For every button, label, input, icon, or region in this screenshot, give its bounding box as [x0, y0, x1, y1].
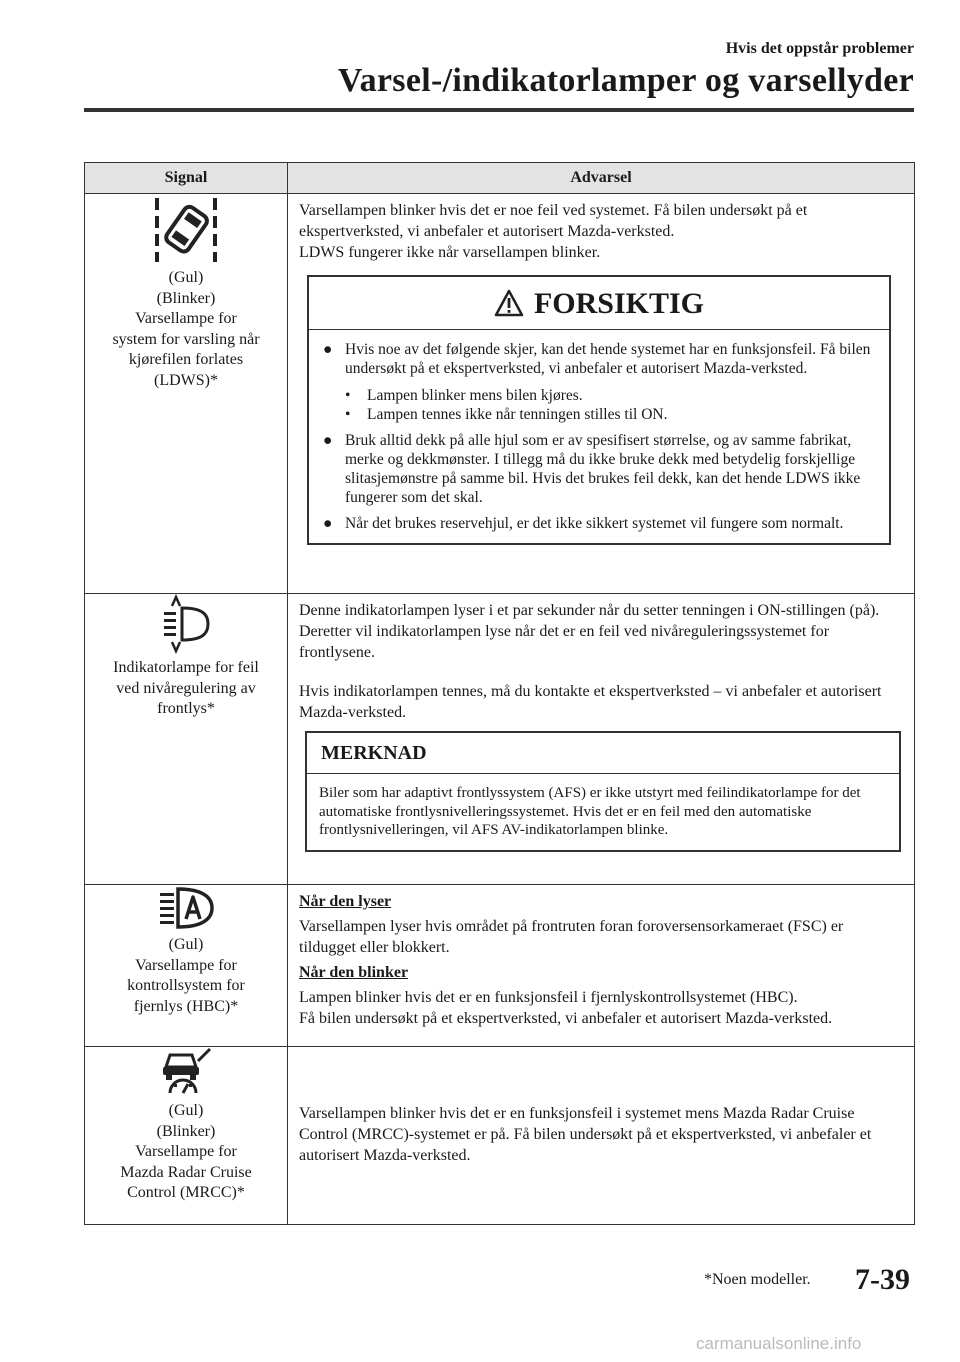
signal-line: Indikatorlampe for feil: [113, 659, 259, 676]
warning-cell: [288, 594, 915, 885]
warning-subheading: Når den lyser: [299, 893, 392, 910]
signal-line: Varsellampe for: [135, 1143, 237, 1160]
title-rule: [84, 108, 914, 112]
signal-line: (Blinker): [156, 289, 216, 307]
list-item: [323, 514, 873, 533]
signal-line: system for varsling når: [112, 330, 260, 348]
signal-line: (LDWS)*: [154, 371, 218, 389]
warning-text: Deretter vil indikatorlampen lyse når det er en feil ved nivåreguleringssystemet for frontlysene.: [299, 623, 830, 661]
list-item: [345, 405, 873, 424]
warning-subheading: Når den blinker: [299, 964, 409, 981]
caution-header: [309, 277, 889, 330]
warning-cell: [288, 1047, 915, 1225]
signal-table: [84, 162, 915, 1225]
column-header-warning: Advarsel: [288, 163, 915, 194]
page-title: Varsel-/indikatorlamper og varsellyder: [337, 62, 914, 99]
radar-cruise-control-icon: [158, 1047, 214, 1097]
signal-line: (Gul): [168, 936, 204, 953]
note-box: [305, 731, 901, 852]
list-item: [323, 340, 873, 424]
signal-line: (Gul): [168, 1102, 204, 1119]
table-row: [85, 885, 915, 1047]
signal-line: kjørefilen forlates: [128, 351, 244, 368]
warning-text: Hvis indikatorlampen tennes, må du kontakte et ekspertverksted – vi anbefaler et autorisert Mazda-verksted.: [299, 683, 882, 721]
signal-cell: [85, 885, 288, 1047]
note-body: Biler som har adaptivt frontlyssystem (AFS) er ikke utstyrt med feilindikatorlampe for det automatiske frontlysnivelleringssystemet. Hvis det er en feil med den automatiske frontlysnivelleringen, vil AFS AV-indikatorlampen blinke.: [319, 785, 861, 838]
section-title: Hvis det oppstår problemer: [725, 40, 914, 57]
headlight-leveling-icon: [156, 594, 216, 654]
caution-subtext: Lampen tennes ikke når tenningen stilles til ON.: [367, 406, 668, 423]
signal-line: fjernlys (HBC)*: [133, 997, 239, 1015]
signal-line: Varsellampe for: [135, 310, 237, 327]
warning-text: Denne indikatorlampen lyser i et par sekunder når du setter tenningen i ON-stillingen (på).: [299, 602, 880, 619]
caution-text: Bruk alltid dekk på alle hjul som er av spesifisert størrelse, og av samme fabrikat, merke og dekkmønster. I tillegg må du ikke bruke dekk med betydelig forskjellige slitasjemønstre på samme bil. Hvis det brukes feil dekk, kan det hende LDWS ikke fungerer som det skal.: [345, 432, 861, 506]
signal-line: (Blinker): [156, 1122, 216, 1140]
caution-subtext: Lampen blinker mens bilen kjøres.: [367, 387, 583, 404]
signal-line: Mazda Radar Cruise: [120, 1163, 252, 1181]
signal-line: frontlys*: [157, 700, 215, 717]
caution-text: Når det brukes reservehjul, er det ikke sikkert systemet vil fungere som normalt.: [345, 515, 844, 532]
warning-text: Varsellampen lyser hvis området på frontruten foran foroversensorkameraet (FSC) er tildugget eller blokkert.: [299, 918, 844, 956]
caution-body: [309, 330, 889, 543]
bullet-icon: ●: [323, 515, 333, 532]
bullet-icon: ●: [323, 432, 333, 449]
warning-text: Varsellampen blinker hvis det er en funksjonsfeil i systemet mens Mazda Radar Cruise Control (MRCC)-systemet er på. Få bilen undersøkt på et ekspertverksted, vi anbefaler et autorisert Mazda-verksted.: [299, 1105, 872, 1164]
bullet-icon: •: [345, 387, 351, 404]
page-number: 7-39: [855, 1263, 910, 1296]
warning-triangle-icon: [494, 289, 524, 317]
signal-line: kontrollsystem for: [127, 977, 245, 994]
bullet-icon: ●: [323, 341, 333, 358]
list-item: [345, 386, 873, 405]
signal-line: ved nivåregulering av: [116, 679, 256, 697]
signal-cell: [85, 194, 288, 594]
caution-text: Hvis noe av det følgende skjer, kan det hende systemet har en funksjonsfeil. Få bilen undersøkt på et ekspertverksted, vi anbefaler et autorisert Mazda-verksted.: [345, 341, 871, 377]
signal-line: (Gul): [168, 269, 204, 286]
footnote: *Noen modeller.: [704, 1271, 811, 1288]
table-row: [85, 594, 915, 885]
caution-heading: FORSIKTIG: [533, 286, 705, 320]
signal-cell: [85, 594, 288, 885]
high-beam-control-icon: [156, 885, 216, 931]
warning-text: Få bilen undersøkt på et ekspertverksted, vi anbefaler et autorisert Mazda-verksted.: [299, 1010, 833, 1027]
list-item: [323, 431, 873, 507]
table-row: [85, 194, 915, 594]
caution-box: [307, 275, 891, 545]
warning-cell: [288, 194, 915, 594]
warning-text: Varsellampen blinker hvis det er noe feil ved systemet. Få bilen undersøkt på et ekspertverksted, vi anbefaler et autorisert Mazda-verksted.: [299, 202, 808, 240]
signal-line: Control (MRCC)*: [127, 1184, 245, 1201]
signal-cell: [85, 1047, 288, 1225]
note-heading: MERKNAD: [307, 733, 899, 774]
warning-cell: [288, 885, 915, 1047]
warning-text: LDWS fungerer ikke når varsellampen blinker.: [299, 244, 601, 261]
lane-departure-warning-icon: [151, 194, 221, 264]
warning-text: Lampen blinker hvis det er en funksjonsfeil i fjernlyskontrollsystemet (HBC).: [299, 989, 798, 1006]
bullet-icon: •: [345, 406, 351, 423]
column-header-signal: Signal: [85, 163, 288, 194]
watermark: carmanualsonline.info: [696, 1334, 862, 1353]
signal-line: Varsellampe for: [135, 956, 237, 974]
table-row: [85, 1047, 915, 1225]
table-header-row: [85, 163, 915, 194]
